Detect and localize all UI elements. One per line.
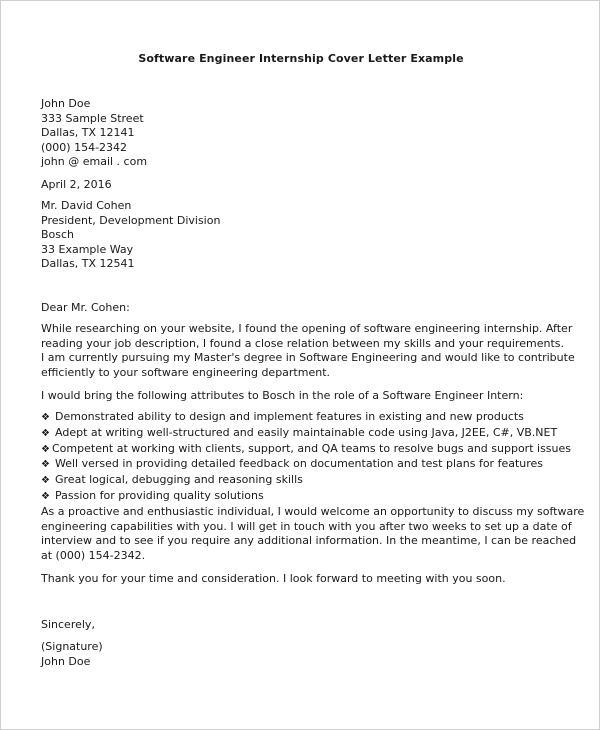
diamond-bullet-icon: ❖ bbox=[41, 443, 50, 455]
recipient-company: Bosch bbox=[41, 228, 75, 241]
paragraph-line: at (000) 154-2342. bbox=[41, 548, 146, 562]
paragraph-line: efficiently to your software engineering department. bbox=[41, 365, 331, 379]
list-item-text: Passion for providing quality solutions bbox=[55, 488, 264, 502]
paragraph-line: As a proactive and enthusiastic individual, I would welcome an opportunity to discuss my software bbox=[41, 505, 585, 518]
sender-city: Dallas, TX 12141 bbox=[41, 126, 135, 139]
list-item-text: Adept at writing well-structured and easily maintainable code using Java, J2EE, C#, VB.NET bbox=[55, 425, 558, 439]
list-item bbox=[41, 489, 571, 505]
diamond-bullet-icon: ❖ bbox=[41, 459, 50, 471]
recipient-title: President, Development Division bbox=[41, 213, 221, 227]
document-title: Software Engineer Internship Cover Letter Example bbox=[138, 52, 464, 65]
recipient-city: Dallas, TX 12541 bbox=[41, 257, 135, 270]
signer-name: John Doe bbox=[41, 654, 91, 668]
paragraph-line: engineering capabilities with you. I will get in touch with you after two weeks to set up a date of bbox=[41, 519, 572, 533]
list-item bbox=[41, 410, 571, 426]
signature-block bbox=[41, 640, 571, 669]
list-item-text: Demonstrated ability to design and implement features in existing and new products bbox=[55, 410, 524, 423]
diamond-bullet-icon: ❖ bbox=[41, 412, 50, 423]
attributes-list bbox=[41, 410, 571, 505]
diamond-bullet-icon: ❖ bbox=[41, 490, 50, 502]
paragraph-line: I am currently pursuing my Master's degree in Software Engineering and would like to contribute bbox=[41, 351, 575, 364]
paragraph-line: reading your job description, I found a close relation between my skills and your requirements. bbox=[41, 336, 564, 350]
sender-phone: (000) 154-2342 bbox=[41, 140, 128, 154]
sender-street: 333 Sample Street bbox=[41, 111, 144, 125]
recipient-address bbox=[41, 199, 571, 272]
list-item-text: Great logical, debugging and reasoning skills bbox=[55, 473, 303, 487]
recipient-street: 33 Example Way bbox=[41, 242, 134, 256]
sender-email: john @ email . com bbox=[41, 155, 148, 168]
closing: Sincerely, bbox=[41, 618, 95, 631]
attributes-intro: I would bring the following attributes to Bosch in the role of a Software Engineer Intern: bbox=[41, 389, 524, 402]
letter-date: April 2, 2016 bbox=[41, 178, 112, 191]
paragraph-thanks: Thank you for your time and consideration. I look forward to meeting with you soon. bbox=[41, 572, 506, 585]
list-item-text: Well versed in providing detailed feedback on documentation and test plans for features bbox=[55, 457, 544, 471]
paragraph-opening bbox=[41, 322, 575, 380]
diamond-bullet-icon: ❖ bbox=[41, 475, 50, 487]
list-item bbox=[41, 457, 571, 473]
signature: (Signature) bbox=[41, 640, 103, 653]
list-item bbox=[41, 473, 571, 489]
list-item bbox=[41, 426, 571, 442]
paragraph-line: While researching on your website, I found the opening of software engineering internship. After bbox=[41, 322, 573, 335]
sender-name: John Doe bbox=[41, 97, 91, 110]
paragraph-line: interview and to see if you require any additional information. In the meantime, I can be reached bbox=[41, 534, 577, 547]
recipient-name: Mr. David Cohen bbox=[41, 199, 132, 212]
diamond-bullet-icon: ❖ bbox=[41, 427, 50, 439]
sender-address bbox=[41, 97, 571, 170]
list-item bbox=[41, 442, 571, 458]
paragraph-closing bbox=[41, 505, 585, 563]
list-item-text: Competent at working with clients, support, and QA teams to resolve bugs and support issues bbox=[52, 441, 571, 455]
salutation: Dear Mr. Cohen: bbox=[41, 301, 130, 314]
